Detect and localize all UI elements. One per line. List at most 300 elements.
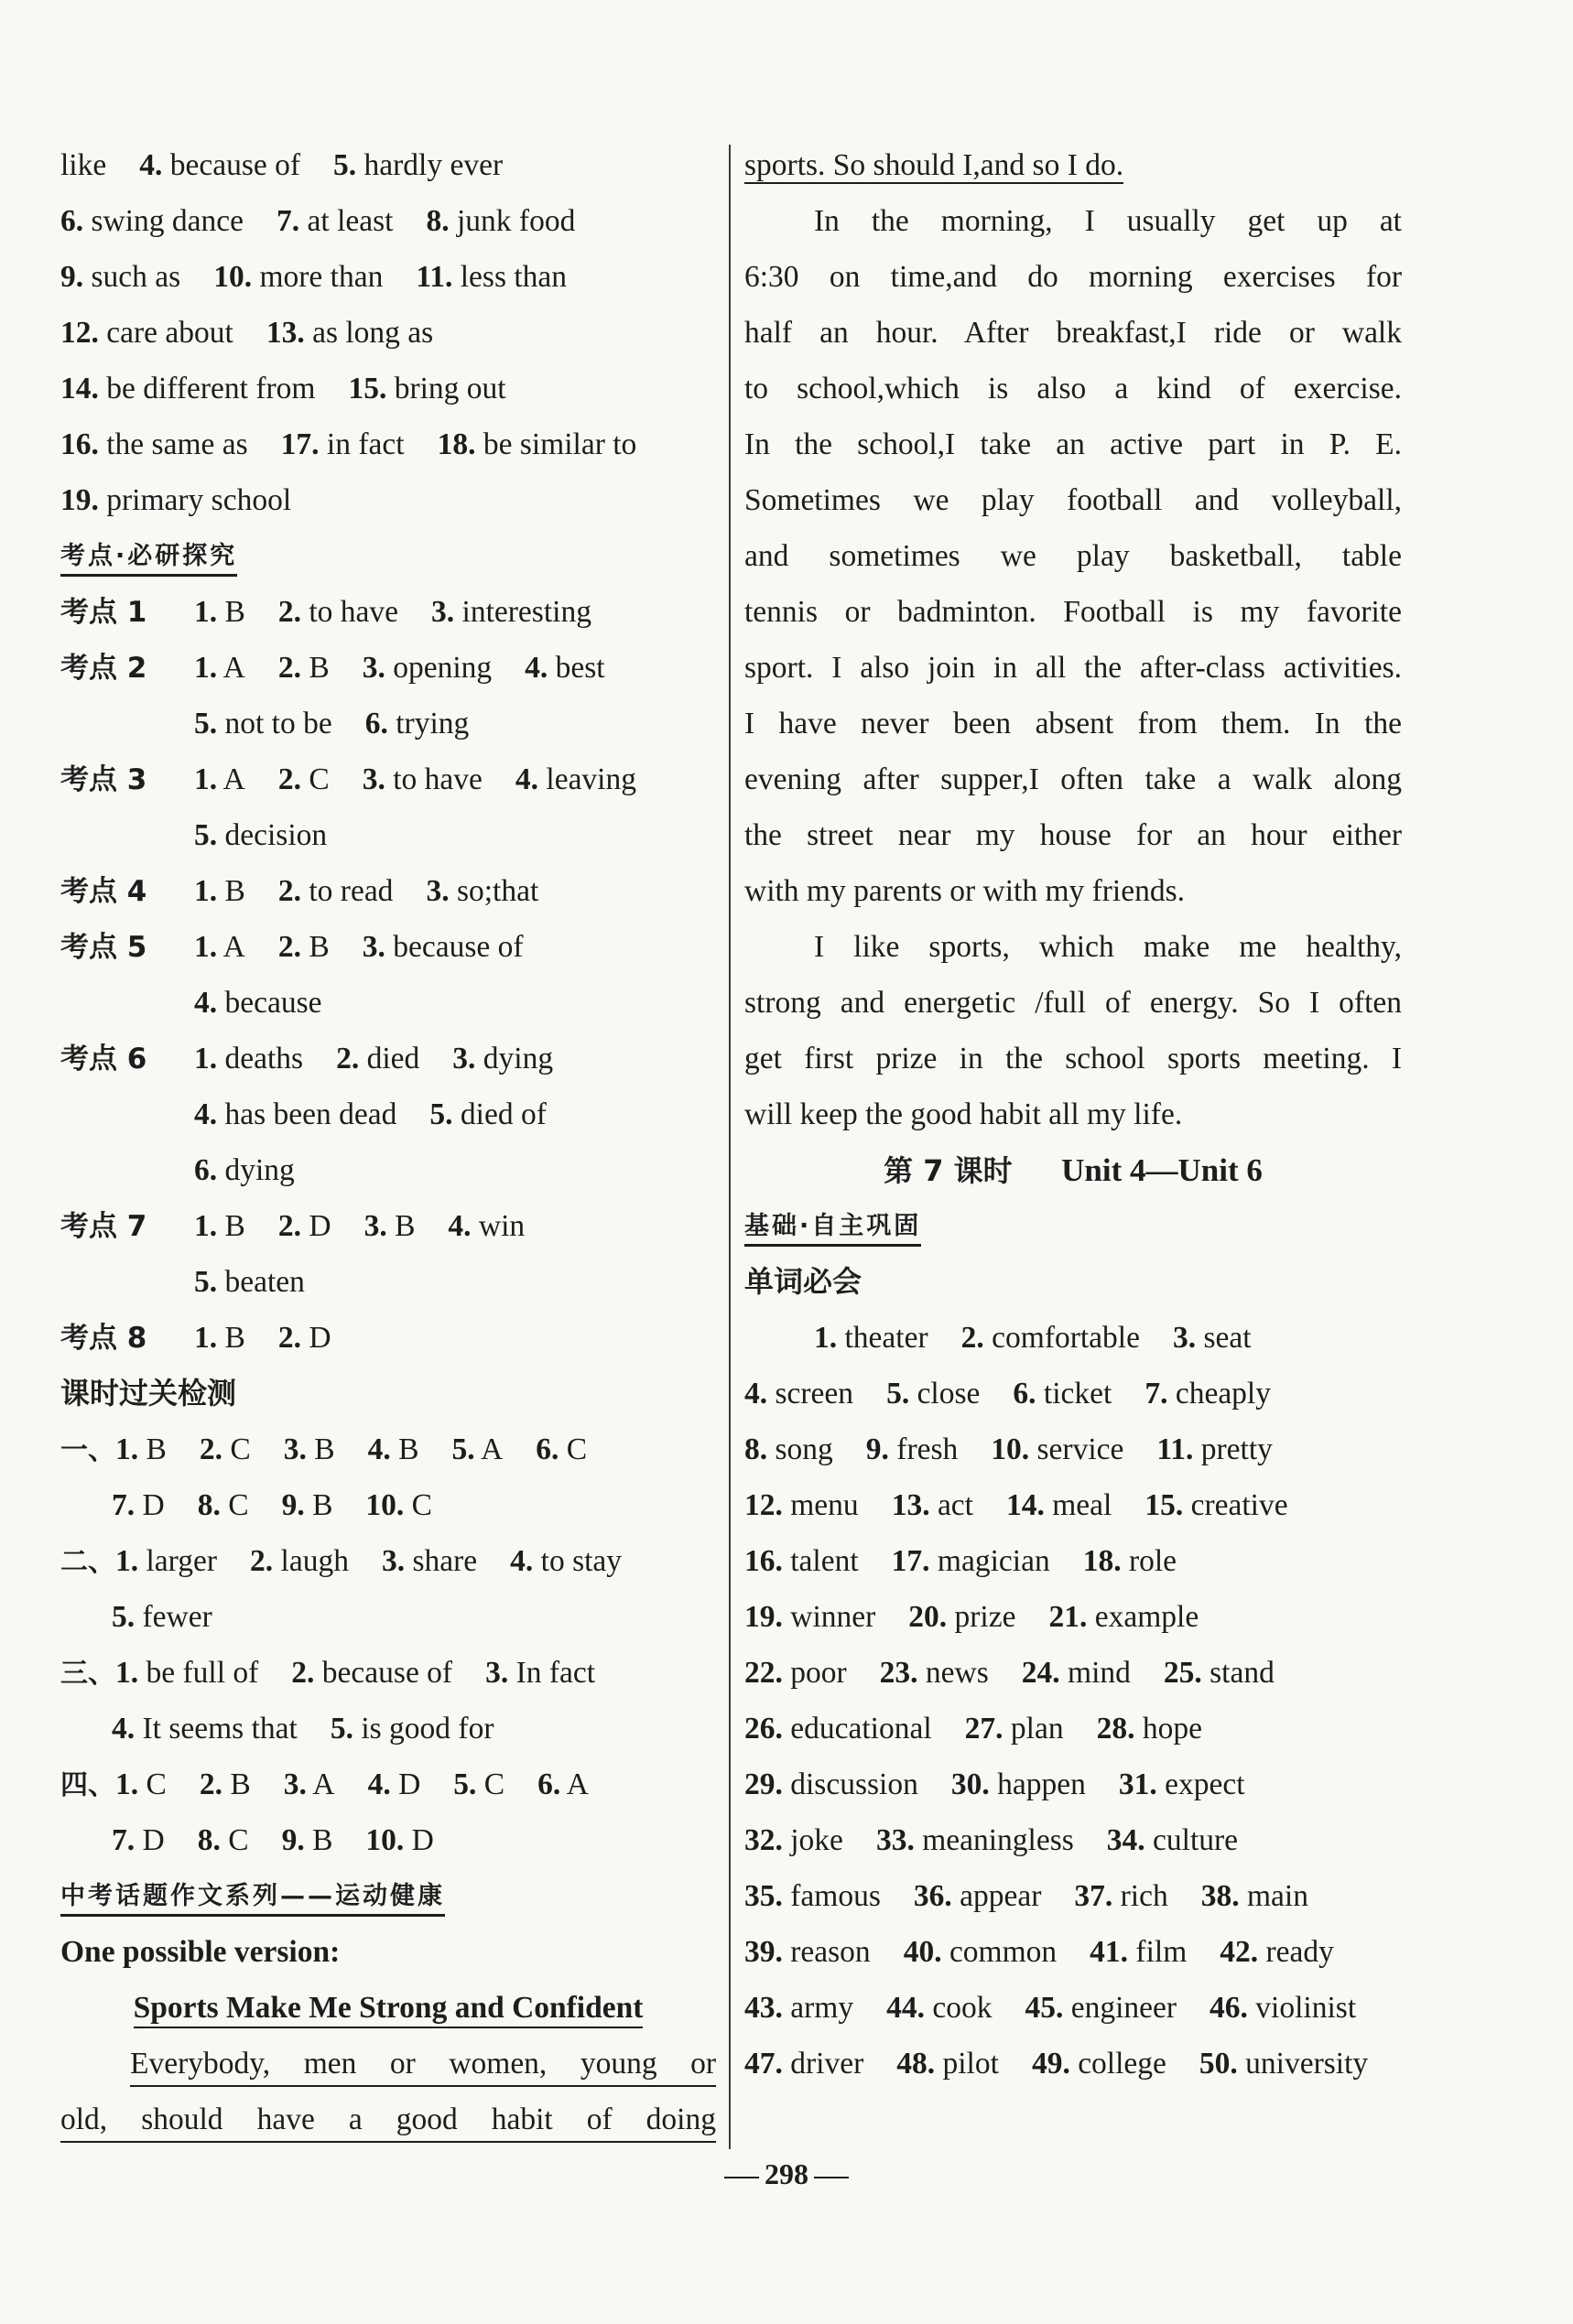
essay-right-lines [744,137,1402,1142]
answer-number: 29. [744,1767,783,1801]
answer-item [213,260,383,294]
answer-text: laugh [280,1544,349,1578]
answer-text: In fact [515,1656,596,1690]
answer-text: discussion [790,1767,918,1801]
answer-item [1013,1377,1112,1411]
answer-number: 10. [365,1823,405,1857]
answer-item [194,1153,295,1187]
answer-item [291,1656,452,1690]
answer-number: 3. [431,595,455,629]
answer-text: like [60,148,107,182]
page-number: 298 [765,2157,808,2190]
answer-number: 3. [452,1042,476,1076]
answer-number: 2. [250,1544,274,1578]
check-part-label: 一、 [60,1434,115,1466]
answer-item [744,1823,843,1857]
answer-text: to stay [540,1544,623,1578]
answer-item [112,1600,212,1634]
answer-number: 12. [60,316,99,350]
answer-item [200,1767,251,1801]
answer-text: be full of [146,1656,259,1690]
check-answers [60,1421,716,1868]
answer-line [60,807,716,863]
right-column [744,137,1402,2092]
lesson-heading [744,1142,1402,1198]
answer-number: 18. [437,427,476,461]
kaodian-label: 考点 3 [60,763,147,796]
answer-text: college [1078,2047,1166,2081]
essay-line [744,751,1402,807]
answer-item [1156,1432,1273,1466]
answer-number: 3. [1172,1321,1197,1355]
answer-line [60,696,716,751]
answer-item [194,930,245,964]
answer-number: 28. [1096,1712,1135,1746]
answer-number: 4. [367,1767,391,1801]
answer-item [60,148,106,182]
answer-item [1164,1656,1275,1690]
answer-number: 8. [426,204,450,238]
answer-number: 33. [875,1823,915,1857]
answer-text: pretty [1200,1432,1273,1466]
answer-item [365,1823,433,1857]
answer-number: 13. [266,316,305,350]
answer-number: 4. [112,1712,136,1746]
answer-item [331,1712,494,1746]
answer-number: 16. [60,427,99,461]
answer-text: to have [393,762,483,796]
answer-number: 8. [197,1823,221,1857]
answer-number: 24. [1021,1656,1060,1690]
essay-line [60,2092,716,2147]
answer-line [60,472,716,528]
essay-line [744,249,1402,305]
answer-item [537,1767,589,1801]
answer-number: 38. [1200,1879,1240,1913]
answer-text: seat [1203,1321,1252,1355]
answer-item [1220,1935,1334,1969]
answer-text: screen [775,1377,854,1411]
answer-number: 35. [744,1879,783,1913]
section-title-jichu: 基础·自主巩固 [744,1198,1402,1254]
answer-item [896,2047,999,2081]
answer-number: 1. [115,1544,139,1578]
answer-text: expect [1165,1767,1245,1801]
answer-line [744,1868,1402,1924]
essay-line-text: will keep the good habit all my life. [744,1097,1183,1131]
answer-text: B [309,651,330,685]
answer-number: 2. [277,1321,301,1355]
answer-line [60,751,716,807]
answer-item [115,1767,167,1801]
answer-item [744,1879,881,1913]
answer-number: 4. [367,1432,391,1466]
answer-number: 20. [908,1600,948,1634]
check-part-label: 二、 [60,1546,115,1578]
answer-text: menu [790,1488,859,1522]
essay-line-text: old, should have a good habit of doing [60,2099,716,2143]
essay-line-text: Everybody, men or women, young or [130,2043,716,2087]
answer-text: D [398,1767,421,1801]
answer-number: 41. [1090,1935,1129,1969]
answer-number: 5. [112,1600,136,1634]
check-title: 课时过关检测 [60,1376,237,1411]
essay-line-text: In the school,I take an active part in P. E. [744,427,1402,461]
answer-text: has been dead [224,1097,397,1131]
answer-line [744,1812,1402,1868]
answer-item [448,1209,525,1243]
answer-item [892,1488,973,1522]
answer-item [282,1823,333,1857]
answer-item [112,1488,165,1522]
answer-item [744,1991,853,2025]
answer-item [1107,1823,1238,1857]
answer-item [348,372,505,405]
kaodian-answers [60,584,716,1366]
answer-text: B [224,595,245,629]
answer-text: theater [844,1321,928,1355]
answer-number: 14. [60,372,99,405]
answer-number: 2. [336,1042,360,1076]
answer-text: junk food [456,204,576,238]
lesson-units: Unit 4—Unit 6 [1061,1152,1263,1188]
answer-item [382,1544,477,1578]
answer-text: It seems that [142,1712,298,1746]
answer-item [744,1377,853,1411]
answer-text: dying [483,1042,554,1076]
kaodian-label: 考点 5 [60,931,147,964]
answer-line [60,863,716,919]
answer-text: because of [321,1656,453,1690]
answer-number: 18. [1082,1544,1122,1578]
answer-text: song [775,1432,833,1466]
answer-text: pilot [942,2047,999,2081]
answer-item [744,1600,875,1634]
answer-item [1083,1544,1177,1578]
answer-number: 4. [515,762,539,796]
answer-number: 43. [744,1991,783,2025]
answer-number: 19. [60,483,99,517]
answer-item [284,1767,335,1801]
answer-line [60,1757,716,1812]
answer-line [60,1254,716,1310]
answer-text: more than [259,260,384,294]
answer-text: meaningless [922,1823,1074,1857]
essay-line-text: to school,which is also a kind of exercise. [744,372,1402,405]
answer-item [282,1488,333,1522]
answer-text: meal [1052,1488,1112,1522]
answer-text: common [949,1935,1058,1969]
answer-number: 15. [1144,1488,1184,1522]
answer-item [1144,1377,1271,1411]
essay-series-title: 中考话题作文系列——运动健康 [60,1868,716,1924]
answer-item [1090,1935,1187,1969]
answer-number: 16. [744,1544,783,1578]
answer-text: appear [960,1879,1042,1913]
answer-item [112,1712,298,1746]
check-part-label: 四、 [60,1769,115,1801]
answer-item [115,1656,258,1690]
answer-text: interesting [461,595,591,629]
answer-item [1210,1991,1356,2025]
essay-line-text: tennis or badminton. Football is my favorite [744,595,1402,629]
kaodian-label: 考点 1 [60,596,147,629]
answer-item [194,762,245,796]
answer-number: 3. [485,1656,509,1690]
answer-number: 22. [744,1656,783,1690]
answer-text: D [411,1823,434,1857]
answer-item [965,1712,1064,1746]
answer-line [60,1701,716,1757]
answer-text: be similar to [483,427,637,461]
answer-text: act [937,1488,973,1522]
answer-text: trying [396,707,470,740]
answer-number: 34. [1106,1823,1145,1857]
answer-item [60,204,244,238]
answer-line [60,193,716,249]
answer-number: 2. [277,1209,301,1243]
answer-line [60,1645,716,1701]
essay-line [744,1031,1402,1086]
answer-text: to read [309,874,394,908]
answer-item [744,1544,859,1578]
answer-item [1201,1879,1308,1913]
answer-number: 19. [744,1600,783,1634]
answer-text: beaten [224,1265,305,1299]
answer-number: 6. [537,1767,561,1801]
answer-text: joke [790,1823,843,1857]
answer-item [744,1767,918,1801]
answer-text: B [314,1432,335,1466]
answer-line [744,1645,1402,1701]
answer-text: fewer [142,1600,212,1634]
answer-number: 10. [213,260,253,294]
essay-line-text: In the morning, I usually get up at [814,204,1402,238]
answer-text: D [142,1488,165,1522]
essay-line [744,193,1402,249]
answer-item [1199,2047,1368,2081]
essay-line-text: I like sports, which make me healthy, [814,930,1402,964]
answer-number: 5. [451,1432,475,1466]
answer-number: 12. [744,1488,783,1522]
answer-text: university [1245,2047,1369,2081]
answer-number: 2. [277,930,301,964]
answer-line [60,975,716,1031]
answer-text: close [917,1377,981,1411]
answer-item [452,1042,553,1076]
answer-item [194,1042,303,1076]
answer-text: larger [146,1544,218,1578]
answer-text: care about [106,316,233,350]
answer-number: 11. [416,260,453,294]
answer-text: less than [460,260,568,294]
answer-item [1032,2047,1166,2081]
answer-item [961,1321,1140,1355]
answer-text: winner [790,1600,876,1634]
answer-text: role [1128,1544,1177,1578]
answer-number: 3. [283,1432,307,1466]
answer-number: 9. [281,1823,305,1857]
answer-item [278,930,330,964]
answer-text: educational [790,1712,932,1746]
essay-line [744,696,1402,751]
answer-number: 1. [194,762,218,796]
answer-text: service [1036,1432,1124,1466]
answer-item [278,762,330,796]
answer-line [744,1421,1402,1477]
answer-number: 39. [744,1935,783,1969]
answer-number: 3. [426,874,450,908]
answer-item [904,1935,1057,1969]
answer-list-top [60,137,716,528]
answer-number: 10. [991,1432,1030,1466]
answer-item [194,707,332,740]
answer-text: to have [309,595,399,629]
answer-number: 2. [277,874,301,908]
answer-line [60,416,716,472]
answer-text: ready [1265,1935,1334,1969]
answer-text: ticket [1043,1377,1112,1411]
answer-text: culture [1153,1823,1239,1857]
answer-text: A [222,651,245,685]
answer-number: 5. [194,707,218,740]
answer-line [60,1812,716,1868]
answer-item [536,1432,587,1466]
essay-line-text: and sometimes we play basketball, table [744,539,1402,573]
answer-item [525,651,604,685]
answer-item [429,1097,546,1131]
answer-line [60,1142,716,1198]
answer-number: 4. [139,148,163,182]
answer-item [886,1377,980,1411]
answer-number: 21. [1048,1600,1088,1634]
answer-number: 49. [1031,2047,1070,2081]
answer-number: 7. [277,204,300,238]
answer-line [60,1421,716,1477]
answer-number: 1. [194,1042,218,1076]
answer-number: 1. [194,930,218,964]
answer-item [112,1823,165,1857]
essay-line [60,2036,716,2092]
answer-text: primary school [106,483,292,517]
answer-text: D [309,1209,331,1243]
answer-line [60,1031,716,1086]
essay-line [744,305,1402,361]
answer-text: hope [1142,1712,1202,1746]
essay-line-text: half an hour. After breakfast,I ride or walk [744,316,1402,350]
answer-item [866,1432,958,1466]
answer-text: D [142,1823,165,1857]
answer-item [194,986,322,1020]
essay-line-text: sports. So should I,and so I do. [744,148,1124,182]
answer-text: B [398,1432,419,1466]
answer-item [363,651,492,685]
answer-text: C [309,762,330,796]
answer-text: happen [997,1767,1086,1801]
answer-text: fresh [896,1432,959,1466]
answer-number: 3. [283,1767,307,1801]
answer-text: at least [307,204,394,238]
essay-left-lines [60,2036,716,2147]
answer-number: 5. [453,1767,477,1801]
essay-line-text: with my parents or with my friends. [744,874,1186,908]
answer-text: magician [937,1544,1050,1578]
answer-item [194,651,245,685]
answer-number: 15. [348,372,387,405]
answer-item [416,260,567,294]
answer-number: 6. [194,1153,218,1187]
answer-text: died [366,1042,420,1076]
answer-line [744,1310,1402,1366]
answer-item [1022,1656,1131,1690]
answer-text: because [224,986,322,1020]
essay-line-text: strong and energetic /full of energy. So I often [744,986,1402,1020]
answer-number: 25. [1163,1656,1202,1690]
answer-text: so;that [456,874,539,908]
answer-number: 30. [950,1767,990,1801]
essay-line-text: sport. I also join in all the after-class activities. [744,651,1402,685]
answer-number: 7. [112,1488,136,1522]
answer-text: B [224,1209,245,1243]
answer-item [364,1209,416,1243]
answer-number: 2. [199,1767,222,1801]
answer-item [744,1432,833,1466]
answer-item [194,1265,305,1299]
answer-number: 7. [1144,1377,1168,1411]
answer-line [744,2036,1402,2092]
answer-text: bring out [394,372,506,405]
answer-number: 17. [280,427,320,461]
answer-number: 1. [194,1209,218,1243]
answer-line [744,1477,1402,1533]
answer-text: film [1135,1935,1188,1969]
answer-item [115,1432,167,1466]
answer-number: 5. [429,1097,453,1131]
essay-line-text: evening after supper,I often take a walk along [744,762,1402,796]
answer-line [60,249,716,305]
answer-text: B [230,1767,251,1801]
answer-item [426,874,538,908]
essay-line-text: get first prize in the school sports meeting. I [744,1042,1402,1076]
answer-item [365,1488,432,1522]
answer-number: 17. [891,1544,930,1578]
answer-text: C [228,1823,249,1857]
essay-line-text: Sometimes we play football and volleyball, [744,483,1402,517]
answer-number: 7. [112,1823,136,1857]
answer-item [744,1656,847,1690]
answer-text: B [224,1321,245,1355]
answer-number: 26. [744,1712,783,1746]
answer-line [744,1589,1402,1645]
answer-item [198,1488,249,1522]
answer-item [1006,1488,1112,1522]
answer-number: 3. [381,1544,406,1578]
answer-number: 47. [744,2047,783,2081]
answer-text: violinist [1255,1991,1357,2025]
answer-item [194,874,245,908]
answer-number: 4. [448,1209,472,1243]
answer-number: 48. [896,2047,936,2081]
answer-text: share [412,1544,478,1578]
essay-line [744,416,1402,472]
answer-number: 40. [903,1935,942,1969]
answer-line [60,1589,716,1645]
answer-item [278,874,394,908]
answer-number: 36. [913,1879,952,1913]
answer-number: 5. [333,148,357,182]
answer-text: talent [790,1544,859,1578]
answer-number: 2. [960,1321,984,1355]
